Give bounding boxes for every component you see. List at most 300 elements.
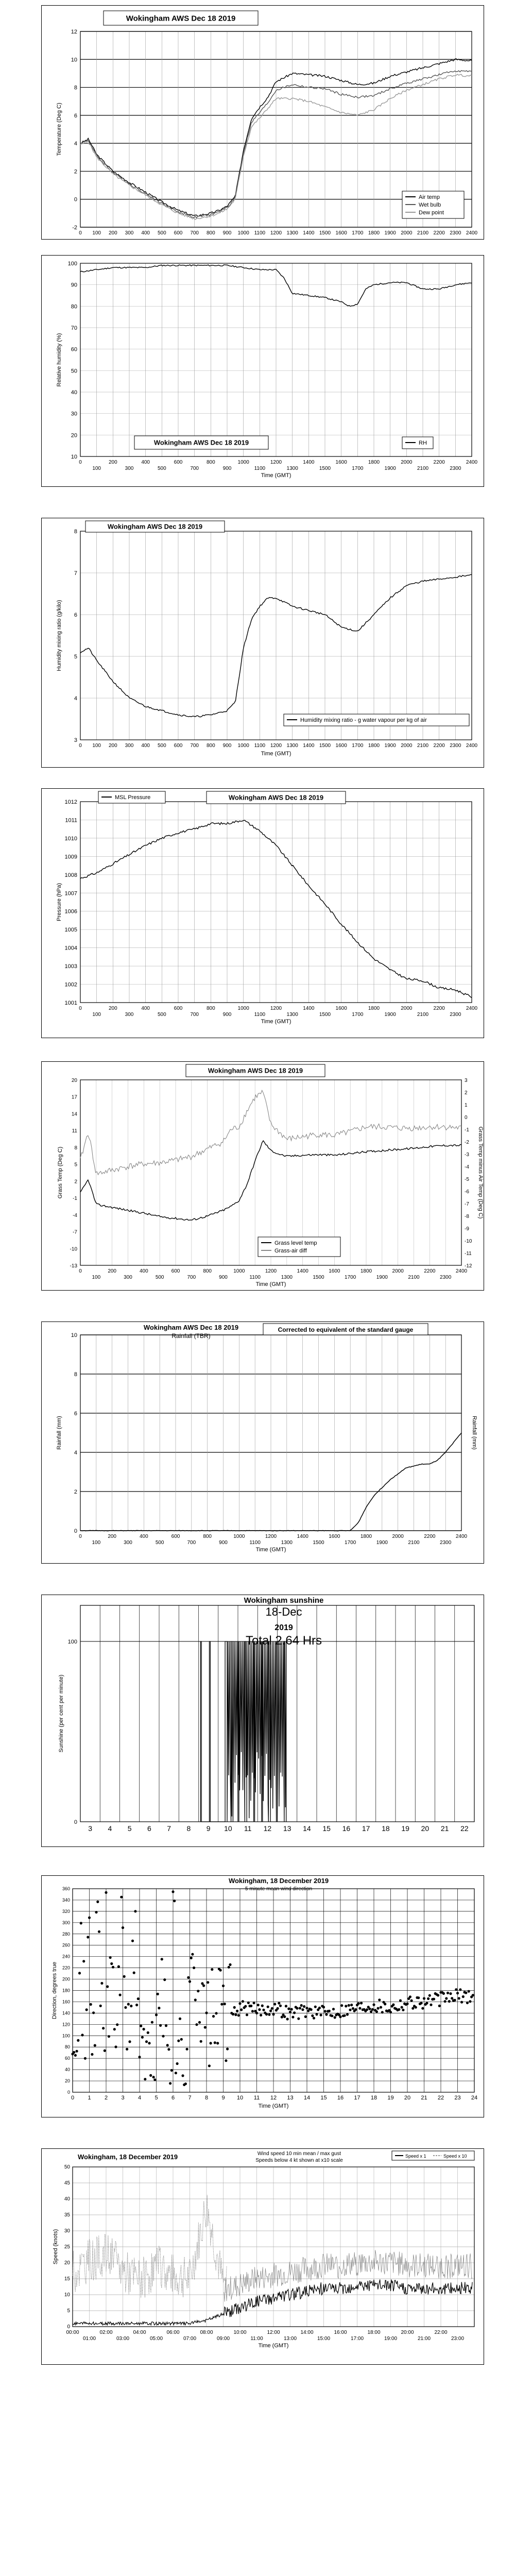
y-tick-label: 60 bbox=[64, 2056, 70, 2061]
x-tick-label: 1100 bbox=[249, 1540, 261, 1546]
speed-x10-line bbox=[73, 2195, 227, 2298]
data-point bbox=[279, 2005, 282, 2007]
y-tick-label: 2 bbox=[74, 1489, 77, 1495]
y-tick-label: 1003 bbox=[64, 963, 77, 970]
x-tick-label: 300 bbox=[124, 1540, 132, 1546]
data-point bbox=[74, 2054, 77, 2057]
x-tick-label: 600 bbox=[171, 1268, 180, 1274]
x-tick-label: 2100 bbox=[417, 743, 429, 749]
y-tick-label: 1010 bbox=[64, 835, 77, 842]
wind-direction-chart bbox=[42, 1876, 484, 2117]
y-tick-label: 4 bbox=[74, 141, 77, 147]
y-tick-label: 6 bbox=[74, 612, 77, 618]
x-tick-label: 08:00 bbox=[200, 2330, 213, 2335]
data-point bbox=[200, 2040, 202, 2043]
x-tick-label: 2300 bbox=[450, 230, 461, 236]
x-tick-label: 2200 bbox=[433, 460, 445, 465]
x-tick-label: 2200 bbox=[433, 743, 445, 749]
y-tick-label: -13 bbox=[70, 1263, 77, 1269]
data-point bbox=[198, 2021, 201, 2024]
data-point bbox=[320, 2014, 322, 2016]
data-point bbox=[410, 1999, 413, 2002]
x-tick-label: 9 bbox=[221, 2095, 225, 2101]
x-tick-label: 200 bbox=[108, 460, 117, 465]
data-point bbox=[186, 2048, 188, 2050]
data-point bbox=[314, 2006, 317, 2008]
data-point bbox=[469, 2000, 471, 2003]
x-tick-label: 400 bbox=[141, 743, 150, 749]
data-point bbox=[80, 1922, 82, 1924]
data-point bbox=[262, 2009, 265, 2011]
x-tick-label: 0 bbox=[79, 1268, 82, 1274]
x-tick-label: 2400 bbox=[466, 1006, 478, 1011]
x-tick-label: 300 bbox=[125, 1012, 134, 1018]
data-point bbox=[216, 2042, 219, 2044]
y-tick-label: 1001 bbox=[64, 1000, 77, 1006]
y-axis-label: Humidity mixing ratio (g/kilo) bbox=[56, 600, 62, 671]
data-point bbox=[261, 2005, 264, 2007]
x-tick-label: 13 bbox=[283, 1824, 291, 1833]
data-point bbox=[268, 2013, 270, 2016]
y-tick-label: 100 bbox=[67, 261, 77, 267]
data-point bbox=[265, 2013, 268, 2015]
data-point bbox=[459, 1988, 461, 1991]
x-tick-label: 500 bbox=[157, 230, 166, 236]
x-tick-label: 10 bbox=[224, 1824, 232, 1833]
x-tick-label: 1400 bbox=[297, 1534, 308, 1539]
y-tick-label: 11 bbox=[72, 1128, 77, 1134]
data-point bbox=[340, 2004, 343, 2007]
x-tick-label: 1500 bbox=[319, 743, 331, 749]
x-tick-label: 600 bbox=[174, 460, 183, 465]
data-point bbox=[202, 1985, 205, 1987]
y-tick-label: 320 bbox=[62, 1908, 70, 1914]
mixing-ratio-chart bbox=[42, 518, 484, 767]
y-tick-label: 30 bbox=[64, 2228, 70, 2234]
y-axis-label: Sunshine (per cent per minute) bbox=[58, 1674, 64, 1753]
data-point bbox=[358, 2007, 361, 2010]
chart-title: Wokingham, 18 December 2019 bbox=[78, 2153, 178, 2161]
x-tick-label: 2400 bbox=[466, 230, 478, 236]
x-tick-label: 400 bbox=[139, 1534, 148, 1539]
sunshine-chart bbox=[42, 1595, 484, 1846]
data-point bbox=[113, 2028, 116, 2030]
data-point bbox=[171, 1890, 174, 1893]
x-tick-label: 3 bbox=[121, 2095, 125, 2101]
data-point bbox=[167, 2048, 170, 2050]
data-point bbox=[112, 1966, 114, 1969]
data-point bbox=[277, 2007, 279, 2010]
x-tick-label: 2400 bbox=[466, 743, 478, 749]
chart-title: Wokingham, 18 December 2019 bbox=[228, 1877, 329, 1885]
data-point bbox=[420, 2002, 423, 2004]
data-point bbox=[179, 2018, 181, 2020]
data-point bbox=[188, 1980, 191, 1983]
y-tick-label: 220 bbox=[62, 1965, 70, 1971]
x-tick-label: 16 bbox=[337, 2095, 344, 2101]
legend-label: Grass-air diff bbox=[274, 1248, 307, 1254]
x-tick-label: 1100 bbox=[249, 1275, 261, 1280]
data-point bbox=[462, 1995, 465, 1998]
y-tick-label: -10 bbox=[70, 1246, 77, 1252]
data-point bbox=[224, 2003, 226, 2005]
data-point bbox=[322, 2006, 325, 2008]
x-tick-label: 10:00 bbox=[233, 2330, 247, 2335]
data-point bbox=[311, 2014, 314, 2017]
chart-title: Wokingham sunshine bbox=[244, 1596, 324, 1605]
y-tick-label: 2 bbox=[74, 1179, 77, 1185]
data-point bbox=[465, 1991, 467, 1994]
data-point bbox=[226, 2047, 229, 2050]
x-tick-label: 0 bbox=[79, 1006, 82, 1011]
x-tick-label: 19:00 bbox=[384, 2336, 398, 2342]
data-point bbox=[220, 2003, 223, 2006]
data-point bbox=[283, 2015, 286, 2018]
x-tick-label: 800 bbox=[206, 743, 215, 749]
data-point bbox=[260, 2014, 262, 2016]
x-tick-label: 1100 bbox=[254, 230, 266, 236]
data-point bbox=[140, 2025, 142, 2027]
x-tick-label: 100 bbox=[92, 1012, 101, 1018]
x-tick-label: 1200 bbox=[265, 1268, 277, 1274]
data-point bbox=[95, 1911, 97, 1913]
data-point bbox=[468, 1990, 470, 1993]
y-tick-label: 15 bbox=[64, 2276, 70, 2282]
x-tick-label: 2200 bbox=[424, 1534, 436, 1539]
data-point bbox=[384, 2003, 386, 2005]
y-tick-label: 40 bbox=[71, 389, 77, 396]
data-point bbox=[334, 2016, 336, 2019]
x-axis-label: Time (GMT) bbox=[261, 1019, 291, 1025]
data-point bbox=[399, 1999, 402, 2002]
y2-tick-label: -4 bbox=[465, 1164, 469, 1170]
data-point bbox=[345, 2005, 347, 2007]
y-tick-label: 1007 bbox=[64, 890, 77, 897]
x-tick-label: 12 bbox=[270, 2095, 277, 2101]
data-point bbox=[91, 2053, 93, 2056]
x-tick-label: 300 bbox=[125, 230, 134, 236]
data-point bbox=[310, 2008, 313, 2011]
data-point bbox=[204, 2026, 207, 2029]
data-point bbox=[219, 1969, 222, 1972]
x-tick-label: 300 bbox=[125, 466, 134, 471]
data-point bbox=[289, 2011, 291, 2013]
y-axis-label: Direction, degrees true bbox=[52, 1961, 58, 2020]
x-tick-label: 700 bbox=[187, 1540, 196, 1546]
data-point bbox=[456, 1992, 459, 1994]
data-point bbox=[442, 1992, 445, 1995]
data-point bbox=[137, 1997, 140, 2000]
data-point bbox=[207, 1981, 209, 1984]
x-tick-label: 100 bbox=[92, 466, 101, 471]
data-point bbox=[251, 2010, 254, 2012]
data-point bbox=[123, 1975, 126, 1978]
data-point bbox=[238, 2002, 241, 2005]
data-point bbox=[127, 2003, 130, 2006]
x-tick-label: 1600 bbox=[335, 743, 347, 749]
x-tick-label: 01:00 bbox=[82, 2336, 96, 2342]
data-point bbox=[157, 1993, 159, 1995]
chart-date: 18-Dec bbox=[265, 1605, 302, 1618]
x-tick-label: 400 bbox=[141, 460, 150, 465]
data-point bbox=[99, 2005, 102, 2007]
x-tick-label: 2100 bbox=[408, 1540, 420, 1546]
data-point bbox=[98, 1930, 100, 1933]
x-tick-label: 2000 bbox=[401, 1006, 413, 1011]
x-tick-label: 200 bbox=[108, 1534, 117, 1539]
data-point bbox=[303, 2005, 305, 2008]
data-point bbox=[378, 1998, 381, 2001]
data-point bbox=[425, 2002, 428, 2005]
y-tick-label: 0 bbox=[74, 1528, 77, 1534]
y2-tick-label: -9 bbox=[465, 1226, 469, 1232]
data-point bbox=[242, 2000, 244, 2003]
data-point bbox=[449, 1992, 452, 1995]
x-tick-label: 1400 bbox=[303, 460, 315, 465]
x-tick-label: 500 bbox=[157, 743, 166, 749]
data-point bbox=[272, 2013, 274, 2015]
y-tick-label: 25 bbox=[64, 2244, 70, 2250]
data-point bbox=[366, 2008, 368, 2011]
x-tick-label: 24 bbox=[471, 2095, 478, 2101]
data-point bbox=[144, 2078, 146, 2080]
data-point bbox=[269, 2009, 272, 2012]
data-point bbox=[149, 2074, 152, 2077]
data-point bbox=[415, 2006, 417, 2009]
data-point bbox=[371, 2008, 374, 2011]
x-tick-label: 2100 bbox=[417, 1012, 429, 1018]
y-tick-label: 4 bbox=[74, 696, 77, 702]
y-tick-label: 0 bbox=[74, 1819, 77, 1825]
x-tick-label: 1700 bbox=[345, 1275, 356, 1280]
legend-label: MSL Pressure bbox=[115, 794, 151, 801]
data-point bbox=[177, 2040, 180, 2042]
x-tick-label: 100 bbox=[92, 230, 101, 236]
data-point bbox=[448, 2000, 451, 2003]
x-tick-label: 7 bbox=[167, 1824, 171, 1833]
y2-tick-label: -10 bbox=[465, 1239, 472, 1244]
speed-x1-line bbox=[73, 2280, 472, 2325]
data-point bbox=[297, 2018, 300, 2020]
data-point bbox=[106, 1985, 109, 1988]
x-tick-label: 2100 bbox=[417, 230, 429, 236]
data-point bbox=[237, 2014, 240, 2016]
x-tick-label: 1000 bbox=[237, 230, 249, 236]
y-tick-label: 1004 bbox=[64, 945, 77, 952]
data-point bbox=[368, 2008, 371, 2010]
y-tick-label: 20 bbox=[71, 432, 77, 439]
data-point bbox=[258, 2008, 261, 2011]
data-point bbox=[191, 1953, 194, 1956]
data-point bbox=[331, 2014, 333, 2017]
data-point bbox=[165, 2024, 167, 2027]
x-tick-label: 900 bbox=[222, 1012, 232, 1018]
data-point bbox=[328, 2010, 331, 2012]
y-tick-label: 280 bbox=[62, 1931, 70, 1937]
x-tick-label: 600 bbox=[174, 743, 183, 749]
data-point bbox=[451, 1997, 453, 1999]
x-tick-label: 1000 bbox=[233, 1534, 245, 1539]
data-point bbox=[253, 2002, 255, 2004]
data-point bbox=[389, 2011, 392, 2013]
x-tick-label: 400 bbox=[141, 230, 150, 236]
y2-tick-label: -11 bbox=[465, 1251, 472, 1257]
mixing-ratio-chart-panel bbox=[41, 518, 484, 768]
x-tick-label: 22:00 bbox=[434, 2330, 448, 2335]
data-point bbox=[85, 2008, 88, 2011]
x-tick-label: 1300 bbox=[286, 743, 298, 749]
x-tick-label: 0 bbox=[79, 1534, 82, 1539]
data-point bbox=[133, 1972, 135, 1974]
y-tick-label: 1006 bbox=[64, 908, 77, 915]
x-tick-label: 700 bbox=[190, 466, 199, 471]
data-point bbox=[445, 1997, 448, 1999]
x-tick-label: 19 bbox=[387, 2095, 394, 2101]
x-tick-label: 11 bbox=[253, 2095, 260, 2101]
x-tick-label: 600 bbox=[171, 1534, 180, 1539]
data-point bbox=[159, 2024, 162, 2027]
x-tick-label: 1300 bbox=[281, 1540, 293, 1546]
x-tick-label: 2400 bbox=[455, 1534, 468, 1539]
x-tick-label: 04:00 bbox=[133, 2330, 146, 2335]
y-tick-label: 180 bbox=[62, 1988, 70, 1993]
y-tick-label: 240 bbox=[62, 1954, 70, 1959]
x-tick-label: 1300 bbox=[281, 1275, 293, 1280]
data-point bbox=[244, 2005, 247, 2008]
data-point bbox=[304, 2015, 307, 2018]
x-axis-label: Time (GMT) bbox=[258, 2103, 289, 2109]
chart-subtitle: Wind speed 10 min mean / max gust bbox=[257, 2151, 341, 2157]
x-tick-label: 1200 bbox=[265, 1534, 277, 1539]
x-tick-label: 1000 bbox=[237, 1006, 249, 1011]
data-point bbox=[381, 2011, 384, 2013]
x-tick-label: 1800 bbox=[360, 1534, 372, 1539]
data-point bbox=[257, 2004, 260, 2006]
x-tick-label: 03:00 bbox=[116, 2336, 130, 2342]
x-tick-label: 700 bbox=[190, 230, 199, 236]
y2-tick-label: 2 bbox=[465, 1090, 468, 1096]
data-point bbox=[290, 2008, 293, 2010]
data-point bbox=[158, 2007, 160, 2009]
x-tick-label: 2300 bbox=[450, 743, 461, 749]
data-point bbox=[300, 2004, 303, 2007]
data-point bbox=[460, 2001, 463, 2004]
data-point bbox=[155, 2013, 158, 2016]
data-point bbox=[147, 2031, 149, 2034]
x-tick-label: 2200 bbox=[433, 230, 445, 236]
wind-direction-chart-panel bbox=[41, 1875, 484, 2117]
y-tick-label: 0 bbox=[67, 2090, 70, 2095]
x-tick-label: 1700 bbox=[352, 743, 364, 749]
data-point bbox=[92, 2011, 95, 2014]
data-point bbox=[225, 2059, 227, 2062]
y-axis-label: Relative humidity (%) bbox=[56, 333, 62, 387]
x-tick-label: 23 bbox=[454, 2095, 461, 2101]
legend-label: Grass level temp bbox=[274, 1240, 317, 1246]
x-tick-label: 18 bbox=[370, 2095, 377, 2101]
x-tick-label: 500 bbox=[157, 466, 166, 471]
x-tick-label: 5 bbox=[154, 2095, 158, 2101]
data-point bbox=[332, 2008, 335, 2010]
data-point bbox=[344, 2014, 346, 2017]
y-tick-label: 60 bbox=[71, 346, 77, 353]
data-point bbox=[421, 2007, 424, 2010]
data-point bbox=[411, 2007, 414, 2010]
x-tick-label: 1300 bbox=[286, 1012, 298, 1018]
data-point bbox=[166, 2044, 169, 2046]
y-tick-label: 6 bbox=[74, 1411, 77, 1417]
data-point bbox=[228, 1966, 230, 1969]
y-tick-label: 8 bbox=[74, 529, 77, 535]
chart-title: Wokingham AWS Dec 18 2019 bbox=[126, 14, 236, 23]
data-point bbox=[176, 2062, 179, 2065]
data-point bbox=[409, 1995, 411, 1998]
x-tick-label: 900 bbox=[222, 466, 232, 471]
x-tick-label: 1900 bbox=[384, 743, 396, 749]
x-tick-label: 1700 bbox=[352, 1012, 364, 1018]
y-tick-label: 360 bbox=[62, 1886, 70, 1891]
data-point bbox=[305, 2007, 308, 2009]
data-point bbox=[88, 1917, 91, 1919]
x-tick-label: 9 bbox=[206, 1824, 211, 1833]
x-tick-label: 800 bbox=[203, 1534, 212, 1539]
x-tick-label: 2100 bbox=[417, 466, 429, 471]
x-tick-label: 1400 bbox=[303, 1006, 315, 1011]
data-point bbox=[232, 2013, 234, 2015]
data-point bbox=[267, 2006, 269, 2008]
data-point bbox=[73, 2051, 75, 2054]
humidity-chart bbox=[42, 256, 484, 486]
data-point bbox=[281, 2016, 283, 2019]
x-tick-label: 1400 bbox=[297, 1268, 308, 1274]
x-tick-label: 1200 bbox=[270, 230, 282, 236]
x-tick-label: 2200 bbox=[433, 1006, 445, 1011]
y-tick-label: 35 bbox=[64, 2212, 70, 2218]
x-tick-label: 14:00 bbox=[300, 2330, 314, 2335]
data-point bbox=[109, 1956, 112, 1959]
x-tick-label: 300 bbox=[124, 1275, 132, 1280]
x-tick-label: 1200 bbox=[270, 743, 282, 749]
chart-title: Wokingham AWS Dec 18 2019 bbox=[228, 793, 324, 802]
x-tick-label: 1000 bbox=[237, 743, 249, 749]
data-point bbox=[77, 2039, 79, 2042]
data-point bbox=[180, 2038, 183, 2041]
legend-label: Dew point bbox=[419, 210, 444, 216]
chart-title: Wokingham AWS Dec 18 2019 bbox=[107, 522, 203, 531]
data-point bbox=[285, 2005, 287, 2007]
data-point bbox=[250, 2005, 252, 2007]
x-tick-label: 20:00 bbox=[401, 2330, 414, 2335]
data-point bbox=[214, 2041, 216, 2044]
data-point bbox=[153, 2078, 156, 2081]
y-tick-label: 340 bbox=[62, 1897, 70, 1903]
y-tick-label: 17 bbox=[71, 1094, 77, 1100]
data-point bbox=[348, 2004, 350, 2007]
data-point bbox=[212, 2015, 215, 2018]
x-tick-label: 16:00 bbox=[334, 2330, 347, 2335]
y-tick-label: 8 bbox=[74, 1145, 77, 1151]
y2-tick-label: -7 bbox=[465, 1201, 469, 1207]
data-point bbox=[236, 2010, 238, 2012]
y-tick-label: 1002 bbox=[64, 981, 77, 988]
x-tick-label: 400 bbox=[139, 1268, 148, 1274]
data-point bbox=[350, 2004, 353, 2006]
x-tick-label: 1500 bbox=[319, 466, 331, 471]
y2-tick-label: 3 bbox=[465, 1078, 468, 1083]
x-tick-label: 1500 bbox=[319, 230, 331, 236]
data-point bbox=[301, 2008, 304, 2011]
sunshine-trace bbox=[200, 1641, 286, 1822]
